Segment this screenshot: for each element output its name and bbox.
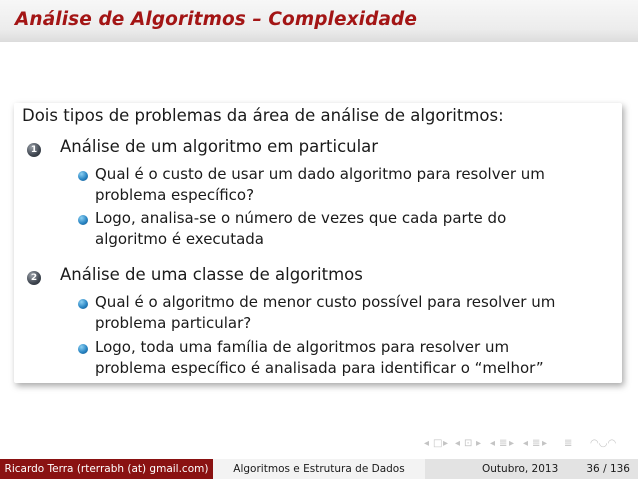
nav-frame-icon[interactable]: ⊡ bbox=[464, 438, 473, 449]
nav-section-icon[interactable]: ≣ bbox=[532, 438, 541, 449]
nav-prev-subsection-icon[interactable]: ◂ bbox=[490, 438, 496, 449]
footer-page-number: 36 / 136 bbox=[586, 463, 630, 475]
nav-prev-slide-icon[interactable]: ◂ bbox=[424, 438, 430, 449]
nav-next-frame-icon[interactable]: ▸ bbox=[476, 438, 482, 449]
bullet-icon bbox=[78, 344, 88, 354]
item-2-bullet-1 bbox=[95, 292, 620, 334]
enumerate-1-icon: 1 bbox=[27, 143, 41, 157]
item-2-bullet-1-line-2: problema particular? bbox=[95, 314, 252, 332]
item-1-title: Análise de um algoritmo em particular bbox=[60, 137, 379, 156]
item-1-bullet-2 bbox=[95, 208, 620, 250]
nav-subsection-icon[interactable]: ≣ bbox=[499, 438, 508, 449]
item-2-bullet-2-line-1: Logo, toda uma família de algoritmos para resolver um bbox=[95, 338, 510, 356]
intro-text: Dois tipos de problemas da área de análise de algoritmos: bbox=[22, 106, 504, 125]
nav-search-icon[interactable]: ◠◡◠ bbox=[590, 438, 617, 449]
nav-prev-section-icon[interactable]: ◂ bbox=[523, 438, 529, 449]
bullet-icon bbox=[78, 299, 88, 309]
footer-date: Outubro, 2013 bbox=[482, 463, 559, 475]
nav-next-subsection-icon[interactable]: ▸ bbox=[509, 438, 515, 449]
enumerate-2-icon: 2 bbox=[27, 271, 41, 285]
item-2-bullet-1-line-1: Qual é o algoritmo de menor custo possível para resolver um bbox=[95, 293, 556, 311]
nav-prev-frame-icon[interactable]: ◂ bbox=[455, 438, 461, 449]
bullet-icon bbox=[78, 215, 88, 225]
nav-next-section-icon[interactable]: ▸ bbox=[542, 438, 548, 449]
footer bbox=[0, 459, 638, 479]
item-1-bullet-1-line-1: Qual é o custo de usar um dado algoritmo para resolver um bbox=[95, 165, 545, 183]
item-2-bullet-2 bbox=[95, 337, 620, 379]
item-1-bullet-1-line-2: problema específico? bbox=[95, 186, 255, 204]
item-1-bullet-2-line-2: algoritmo é executada bbox=[95, 230, 264, 248]
footer-course: Algoritmos e Estrutura de Dados bbox=[213, 459, 425, 479]
slide-title: Análise de Algoritmos – Complexidade bbox=[15, 9, 418, 30]
item-2-bullet-2-line-2: problema específico é analisada para identificar o “melhor” bbox=[95, 359, 544, 377]
title-bar bbox=[0, 0, 638, 42]
nav-slide-icon[interactable]: □ bbox=[433, 438, 443, 449]
nav-toc-icon[interactable]: ≣ bbox=[564, 438, 573, 449]
item-2-title: Análise de uma classe de algoritmos bbox=[60, 265, 363, 284]
bullet-icon bbox=[78, 171, 88, 181]
item-1-bullet-2-line-1: Logo, analisa-se o número de vezes que cada parte do bbox=[95, 209, 507, 227]
footer-author: Ricardo Terra (rterrabh (at) gmail.com) bbox=[0, 459, 213, 479]
item-1-bullet-1 bbox=[95, 164, 620, 206]
footer-right bbox=[425, 459, 638, 479]
nav-next-slide-icon[interactable]: ▸ bbox=[443, 438, 449, 449]
